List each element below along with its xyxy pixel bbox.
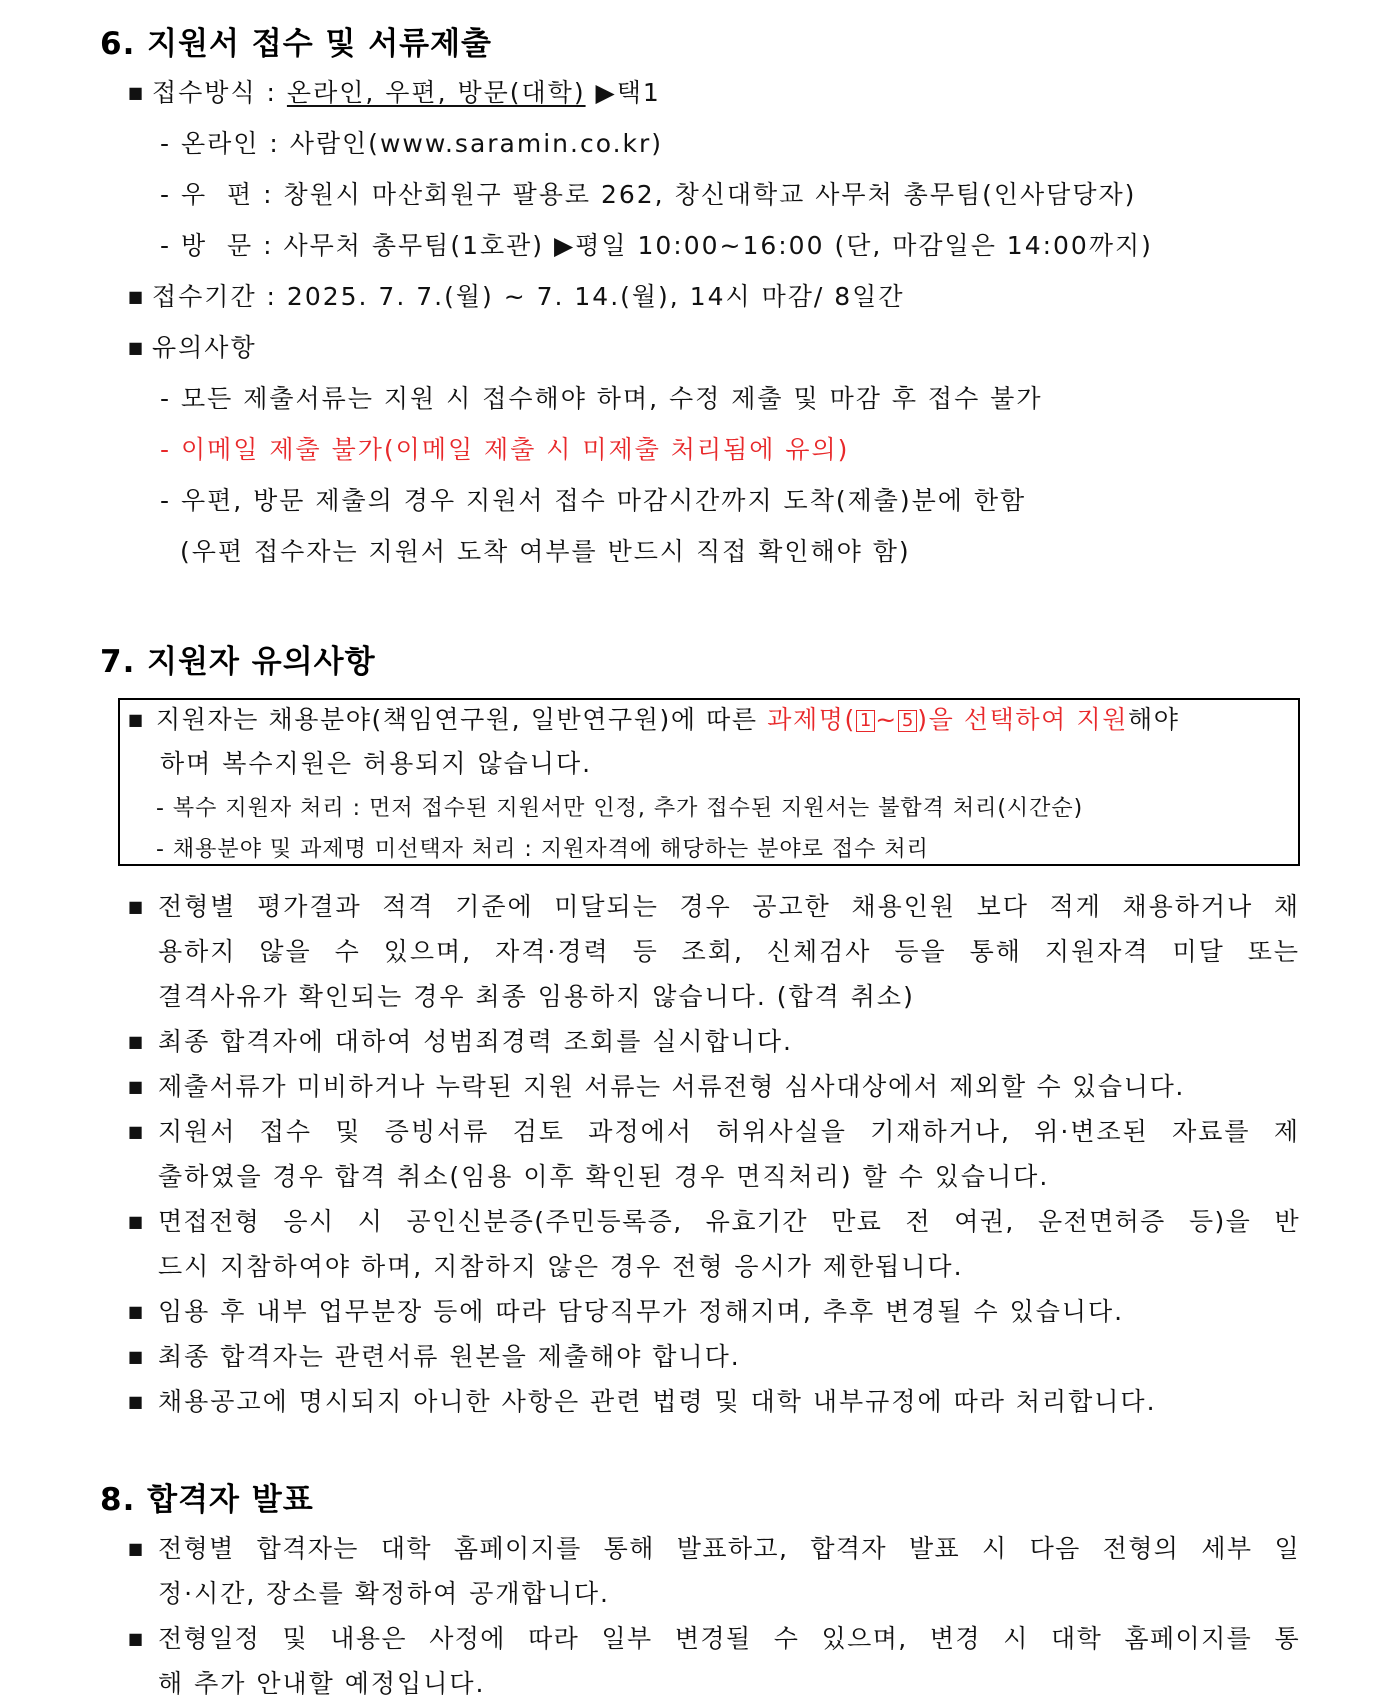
bullet: ■ — [128, 1539, 144, 1558]
notice-5b: 드시 지참하여야 하며, 지참하지 않은 경우 전형 응시가 제한됩니다. — [158, 1252, 964, 1281]
box-line-1-end: 해야 — [1127, 705, 1180, 734]
notice-3: 제출서류가 미비하거나 누락된 지원 서류는 서류전형 심사대상에서 제외할 수 있습니다. — [158, 1072, 1186, 1101]
receipt-post: - 우 편 : 창원시 마산회원구 팔용로 262, 창신대학교 사무처 총무팀(인사담당자) — [160, 180, 1137, 209]
receipt-method-value: 온라인, 우편, 방문(대학) — [286, 78, 586, 107]
receipt-visit: - 방 문 : 사무처 총무팀(1호관) ▶평일 10:00~16:00 (단, 마감일은 14:00까지) — [160, 231, 1153, 260]
announce-2a: 전형일정 및 내용은 사정에 따라 일부 변경될 수 있으며, 변경 시 대학 홈페이지를 통 — [158, 1624, 1300, 1653]
notes-title: 유의사항 — [152, 333, 257, 362]
box-sub-1: - 복수 지원자 처리 : 먼저 접수된 지원서만 인정, 추가 접수된 지원서는 불합격 처리(시간순) — [156, 796, 1084, 821]
bullet: ■ — [128, 1302, 144, 1321]
bullet: ■ — [128, 897, 144, 916]
project-number-5: 5 — [898, 710, 917, 732]
notice-4b: 출하였을 경우 합격 취소(임용 이후 확인된 경우 면직처리) 할 수 있습니다. — [158, 1162, 1050, 1191]
announce-2b: 해 추가 안내할 예정입니다. — [158, 1669, 486, 1698]
note-3-detail: (우편 접수자는 지원서 도착 여부를 반드시 직접 확인해야 함) — [180, 537, 911, 566]
bullet: ■ — [128, 1032, 144, 1051]
note-1: - 모든 제출서류는 지원 시 접수해야 하며, 수정 제출 및 마감 후 접수 불가 — [160, 384, 1043, 413]
notice-1b: 용하지 않을 수 있으며, 자격·경력 등 조회, 신체검사 등을 통해 지원자격 미달 또는 — [158, 937, 1300, 966]
project-name-label: 과제명( — [767, 705, 856, 734]
announce-1a: 전형별 합격자는 대학 홈페이지를 통해 발표하고, 합격자 발표 시 다음 전형의 세부 일 — [158, 1534, 1300, 1563]
bullet: ■ — [128, 1077, 144, 1096]
receipt-method-label: 접수방식 : — [152, 78, 287, 107]
receipt-online: - 온라인 : 사람인(www.saramin.co.kr) — [160, 129, 664, 158]
receipt-method-suffix: ▶택1 — [585, 78, 661, 107]
bullet: ■ — [128, 710, 144, 729]
notice-1c: 결격사유가 확인되는 경우 최종 임용하지 않습니다. (합격 취소) — [158, 982, 915, 1011]
range-tilde: ~ — [875, 705, 898, 734]
box-line-1 — [156, 703, 1180, 737]
bullet: ■ — [128, 1212, 144, 1231]
bullet: ■ — [128, 1629, 144, 1648]
project-number-1: 1 — [856, 710, 875, 732]
bullet: ■ — [128, 1392, 144, 1411]
box-line-1-text: 지원자는 채용분야(책임연구원, 일반연구원)에 따른 — [156, 705, 768, 734]
select-and-apply: )을 선택하여 지원 — [917, 705, 1128, 734]
bullet: ■ — [128, 83, 144, 102]
notice-4a: 지원서 접수 및 증빙서류 검토 과정에서 허위사실을 기재하거나, 위·변조된 자료를 제 — [158, 1117, 1300, 1146]
box-sub-2: - 채용분야 및 과제명 미선택자 처리 : 지원자격에 해당하는 분야로 접수 처리 — [156, 837, 929, 862]
section-8-title: 8. 합격자 발표 — [100, 1482, 314, 1518]
project-name-highlight — [767, 705, 1128, 734]
notice-2: 최종 합격자에 대하여 성범죄경력 조회를 실시합니다. — [158, 1027, 793, 1056]
notice-8: 채용공고에 명시되지 아니한 사항은 관련 법령 및 대학 내부규정에 따라 처리합니다. — [158, 1387, 1157, 1416]
announce-1b: 정·시간, 장소를 확정하여 공개합니다. — [158, 1579, 610, 1608]
bullet: ■ — [128, 287, 144, 306]
notice-6: 임용 후 내부 업무분장 등에 따라 담당직무가 정해지며, 추후 변경될 수 있습니다. — [158, 1297, 1125, 1326]
notice-7: 최종 합격자는 관련서류 원본을 제출해야 합니다. — [158, 1342, 741, 1371]
notice-1a: 전형별 평가결과 적격 기준에 미달되는 경우 공고한 채용인원 보다 적게 채용하거나 채 — [158, 892, 1300, 921]
receipt-method — [152, 76, 661, 110]
box-line-2: 하며 복수지원은 허용되지 않습니다. — [160, 749, 593, 778]
note-3: - 우편, 방문 제출의 경우 지원서 접수 마감시간까지 도착(제출)분에 한함 — [160, 486, 1027, 515]
receipt-period: 접수기간 : 2025. 7. 7.(월) ~ 7. 14.(월), 14시 마감/ 8일간 — [152, 282, 905, 311]
bullet: ■ — [128, 1347, 144, 1366]
note-2-warning: - 이메일 제출 불가(이메일 제출 시 미제출 처리됨에 유의) — [160, 435, 850, 464]
bullet: ■ — [128, 1122, 144, 1141]
section-6-title: 6. 지원서 접수 및 서류제출 — [100, 26, 492, 62]
notice-5a: 면접전형 응시 시 공인신분증(주민등록증, 유효기간 만료 전 여권, 운전면허증 등)을 반 — [158, 1207, 1300, 1236]
bullet: ■ — [128, 338, 144, 357]
section-7-title: 7. 지원자 유의사항 — [100, 644, 376, 680]
